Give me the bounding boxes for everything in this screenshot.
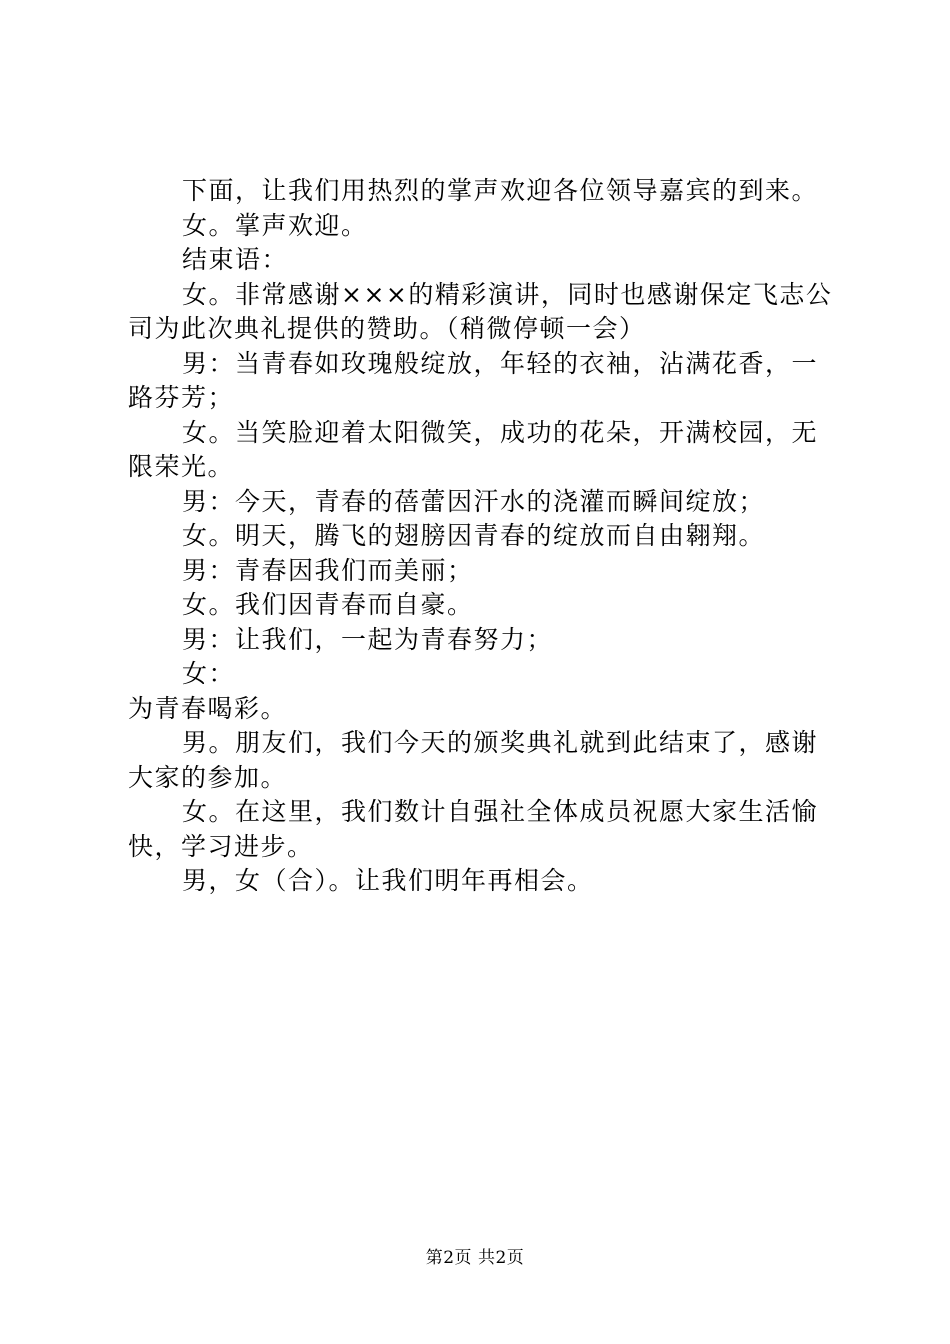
page-number-label: 第2页 共2页 <box>425 1248 525 1268</box>
paragraph-female-tomorrow: 女。明天，腾飞的翅膀因青春的绽放而自由翱翔。 <box>182 521 766 550</box>
paragraph-male-strive: 男：让我们，一起为青春努力； <box>182 624 554 654</box>
paragraph-applause: 女。掌声欢迎。 <box>182 210 368 240</box>
paragraph-male-today: 男：今天，青春的蓓蕾因汗水的浇灌而瞬间绽放； <box>182 486 766 516</box>
paragraph-male-youth-rose: 男：当青春如玫瑰般绽放，年轻的衣袖，沾满花香，一路芬芳； <box>128 348 819 412</box>
paragraph-female-smile-sun: 女。当笑脸迎着太阳微笑，成功的花朵，开满校园，无限荣光。 <box>128 417 819 481</box>
document-body <box>128 174 840 899</box>
paragraph-female-wishes: 女。在这里，我们数计自强社全体成员祝愿大家生活愉快，学习进步。 <box>128 797 819 861</box>
paragraph-thanks: 女。非常感谢×××的精彩演讲，同时也感谢保定飞志公司为此次典礼提供的赞助。（稍微停顿一会） <box>128 279 833 343</box>
paragraph-welcome: 下面，让我们用热烈的掌声欢迎各位领导嘉宾的到来。 <box>182 176 819 205</box>
paragraph-closing-heading: 结束语： <box>182 245 289 274</box>
paragraph-female-proud: 女。我们因青春而自豪。 <box>182 590 474 619</box>
paragraph-cheer: 为青春喝彩。 <box>128 693 288 723</box>
paragraph-male-conclusion: 男。朋友们，我们今天的颁奖典礼就到此结束了，感谢大家的参加。 <box>128 728 819 792</box>
paragraph-female-speaker: 女： <box>182 659 236 688</box>
page-footer <box>0 1243 950 1268</box>
paragraph-male-beautiful: 男：青春因我们而美丽； <box>182 555 474 585</box>
paragraph-together-farewell: 男，女（合）。让我们明年再相会。 <box>182 866 594 895</box>
